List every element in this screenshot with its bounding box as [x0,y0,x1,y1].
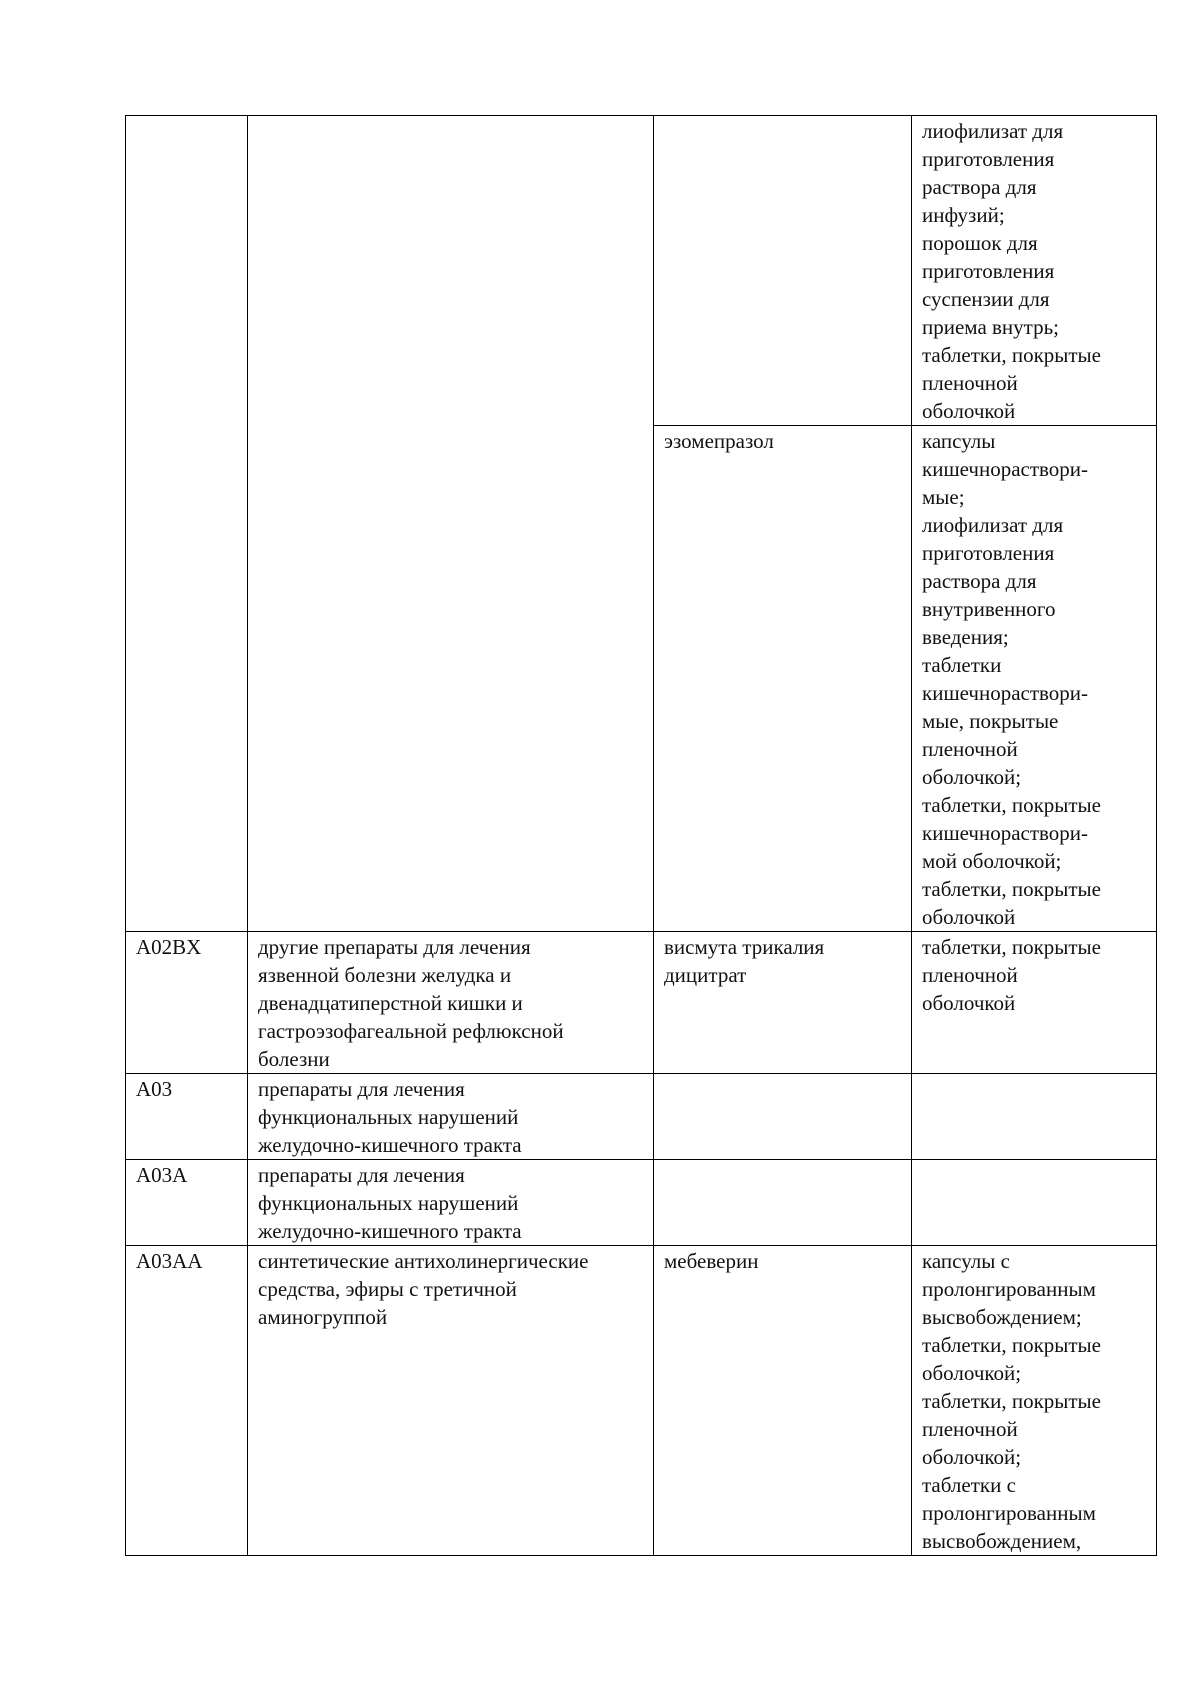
dosage-form-cell: капсулы кишечнораствори- мые; лиофилизат для приготовления раствора для внутривенного введения; таблетки кишечнораствори- мые, покрытые пленочной оболочкой; таблетки, покрытые кишечнораствори- мой оболочкой; таблетки, покрытые оболочкой [912,426,1157,932]
drug-name-cell: висмута трикалия дицитрат [654,932,912,1074]
drug-table [125,115,1157,1556]
dosage-form-cell: лиофилизат для приготовления раствора для инфузий; порошок для приготовления суспензии для приема внутрь; таблетки, покрытые пленочной оболочкой [912,116,1157,426]
table-row [126,932,1157,1074]
dosage-form-cell: капсулы с пролонгированным высвобождением; таблетки, покрытые оболочкой; таблетки, покрытые пленочной оболочкой; таблетки с пролонгированным высвобождением, [912,1246,1157,1556]
table-row [126,116,1157,426]
table-row [126,1160,1157,1246]
atc-code-cell: A03A [126,1160,248,1246]
drug-name-cell [654,116,912,426]
pharmacological-group-cell [248,116,654,932]
atc-code-cell [126,116,248,932]
drug-name-cell [654,1074,912,1160]
table-row [126,1246,1157,1556]
table-row [126,1074,1157,1160]
atc-code-cell: A02BX [126,932,248,1074]
dosage-form-cell [912,1074,1157,1160]
drug-name-cell: эзомепразол [654,426,912,932]
drug-name-cell [654,1160,912,1246]
pharmacological-group-cell: препараты для лечения функциональных нарушений желудочно-кишечного тракта [248,1160,654,1246]
atc-code-cell: A03AA [126,1246,248,1556]
pharmacological-group-cell: синтетические антихолинергические средства, эфиры с третичной аминогруппой [248,1246,654,1556]
drug-name-cell: мебеверин [654,1246,912,1556]
dosage-form-cell [912,1160,1157,1246]
pharmacological-group-cell: препараты для лечения функциональных нарушений желудочно-кишечного тракта [248,1074,654,1160]
pharmacological-group-cell: другие препараты для лечения язвенной болезни желудка и двенадцатиперстной кишки и гастроэзофагеальной рефлюксной болезни [248,932,654,1074]
atc-code-cell: A03 [126,1074,248,1160]
dosage-form-cell: таблетки, покрытые пленочной оболочкой [912,932,1157,1074]
